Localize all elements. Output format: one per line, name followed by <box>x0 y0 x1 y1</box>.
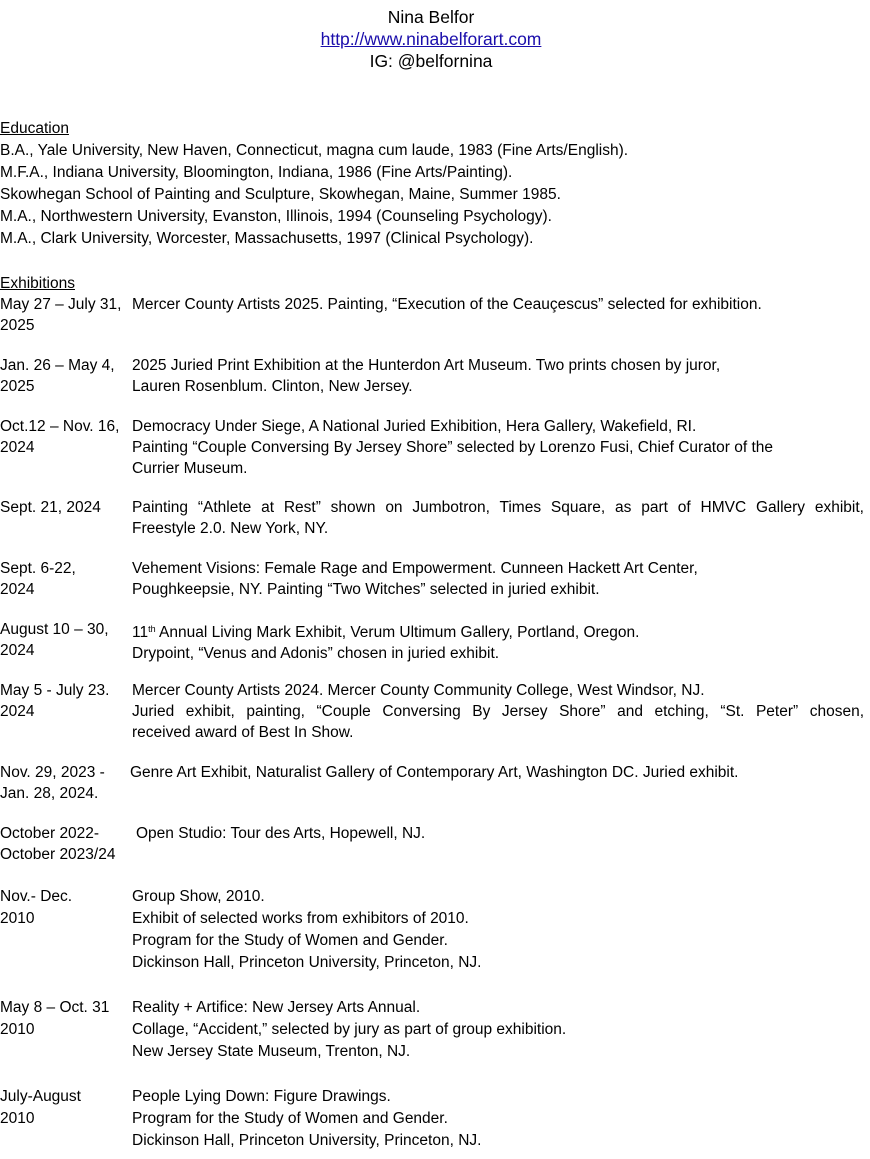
exhibition-date: August 10 – 30, 2024 <box>0 621 109 659</box>
exhibition-description <box>132 558 864 600</box>
exhibition-description <box>130 762 862 783</box>
exhibition-description <box>132 886 864 974</box>
description-line: Juried exhibit, painting, “Couple Conversing By Jersey Shore” and etching, “St. Peter” chosen, <box>132 703 864 720</box>
exhibition-date: July-August 2010 <box>0 1088 81 1127</box>
exhibition-date: May 27 – July 31, 2025 <box>0 296 122 334</box>
exhibition-date: Nov. 29, 2023 - Jan. 28, 2024. <box>0 764 105 802</box>
description-line <box>132 619 864 643</box>
education-item: M.F.A., Indiana University, Bloomington, Indiana, 1986 (Fine Arts/Painting). <box>0 164 513 181</box>
exhibition-description <box>136 823 868 844</box>
exhibition-description <box>132 294 864 315</box>
description-line: Mercer County Artists 2024. Mercer County Community College, West Windsor, NJ. <box>132 682 705 699</box>
education-item: B.A., Yale University, New Haven, Connecticut, magna cum laude, 1983 (Fine Arts/English). <box>0 142 629 159</box>
education-item: M.A., Northwestern University, Evanston, Illinois, 1994 (Counseling Psychology). <box>0 208 552 225</box>
description-line-rest: Annual Living Mark Exhibit, Verum Ultimum Gallery, Portland, Oregon. <box>155 624 640 641</box>
exhibition-description <box>132 1086 864 1152</box>
description-line: Collage, “Accident,” selected by jury as part of group exhibition. <box>132 1021 567 1038</box>
description-line: Lauren Rosenblum. Clinton, New Jersey. <box>132 378 413 395</box>
exhibition-date: May 8 – Oct. 31 2010 <box>0 999 110 1038</box>
description-line: Mercer County Artists 2025. Painting, “Execution of the Ceauçescus” selected for exhibition. <box>132 296 762 313</box>
artist-name: Nina Belfor <box>387 7 475 27</box>
education-item: Skowhegan School of Painting and Sculpture, Skowhegan, Maine, Summer 1985. <box>0 186 561 203</box>
description-line: Democracy Under Siege, A National Juried Exhibition, Hera Gallery, Wakefield, RI. <box>132 418 697 435</box>
description-line: New Jersey State Museum, Trenton, NJ. <box>132 1043 411 1060</box>
description-line: Vehement Visions: Female Rage and Empowerment. Cunneen Hackett Art Center, <box>132 560 698 577</box>
resume-header <box>0 6 862 72</box>
description-line: Program for the Study of Women and Gender. <box>132 932 448 949</box>
education-section <box>0 118 866 250</box>
ordinal-number: 11 <box>132 624 149 641</box>
exhibition-date: Sept. 21, 2024 <box>0 499 101 516</box>
description-line: Group Show, 2010. <box>132 888 265 905</box>
exhibition-date: Oct.12 – Nov. 16, 2024 <box>0 418 120 456</box>
exhibition-date: Nov.- Dec. 2010 <box>0 888 73 927</box>
description-line: Exhibit of selected works from exhibitors of 2010. <box>132 910 469 927</box>
description-line: Currier Museum. <box>132 460 248 477</box>
description-line: Open Studio: Tour des Arts, Hopewell, NJ. <box>136 825 426 842</box>
description-line: Drypoint, “Venus and Adonis” chosen in juried exhibit. <box>132 645 500 662</box>
exhibition-description <box>132 997 864 1063</box>
description-line: 2025 Juried Print Exhibition at the Hunterdon Art Museum. Two prints chosen by juror, <box>132 357 721 374</box>
instagram-handle: IG: @belfornina <box>369 51 493 71</box>
description-line: Painting “Athlete at Rest” shown on Jumbotron, Times Square, as part of HMVC Gallery exhibit, <box>132 499 864 516</box>
exhibitions-heading-wrap <box>0 273 866 295</box>
description-line: Freestyle 2.0. New York, NY. <box>132 520 329 537</box>
education-heading: Education <box>0 120 69 137</box>
exhibition-description <box>132 619 864 664</box>
description-line: Reality + Artifice: New Jersey Arts Annual. <box>132 999 421 1016</box>
exhibition-description <box>132 355 864 397</box>
exhibition-date: Sept. 6-22, 2024 <box>0 560 76 598</box>
ordinal-suffix: th <box>148 624 156 634</box>
exhibition-description <box>132 680 864 743</box>
description-line: Poughkeepsie, NY. Painting “Two Witches” selected in juried exhibit. <box>132 581 600 598</box>
exhibition-date: Jan. 26 – May 4, 2025 <box>0 357 115 395</box>
website-link[interactable]: http://www.ninabelforart.com <box>320 29 542 49</box>
education-item: M.A., Clark University, Worcester, Massachusetts, 1997 (Clinical Psychology). <box>0 230 534 247</box>
description-line: Painting “Couple Conversing By Jersey Shore” selected by Lorenzo Fusi, Chief Curator of the <box>132 439 773 456</box>
description-line: Genre Art Exhibit, Naturalist Gallery of Contemporary Art, Washington DC. Juried exhibit. <box>130 764 739 781</box>
exhibition-description <box>132 497 864 539</box>
exhibition-date: May 5 - July 23. 2024 <box>0 682 110 720</box>
exhibition-date: October 2022- October 2023/24 <box>0 825 116 863</box>
exhibition-description <box>132 416 864 479</box>
description-line: received award of Best In Show. <box>132 724 354 741</box>
exhibitions-heading: Exhibitions <box>0 275 75 292</box>
description-line: Dickinson Hall, Princeton University, Princeton, NJ. <box>132 954 482 971</box>
description-line: People Lying Down: Figure Drawings. <box>132 1088 391 1105</box>
description-line: Dickinson Hall, Princeton University, Princeton, NJ. <box>132 1132 482 1149</box>
description-line: Program for the Study of Women and Gender. <box>132 1110 448 1127</box>
